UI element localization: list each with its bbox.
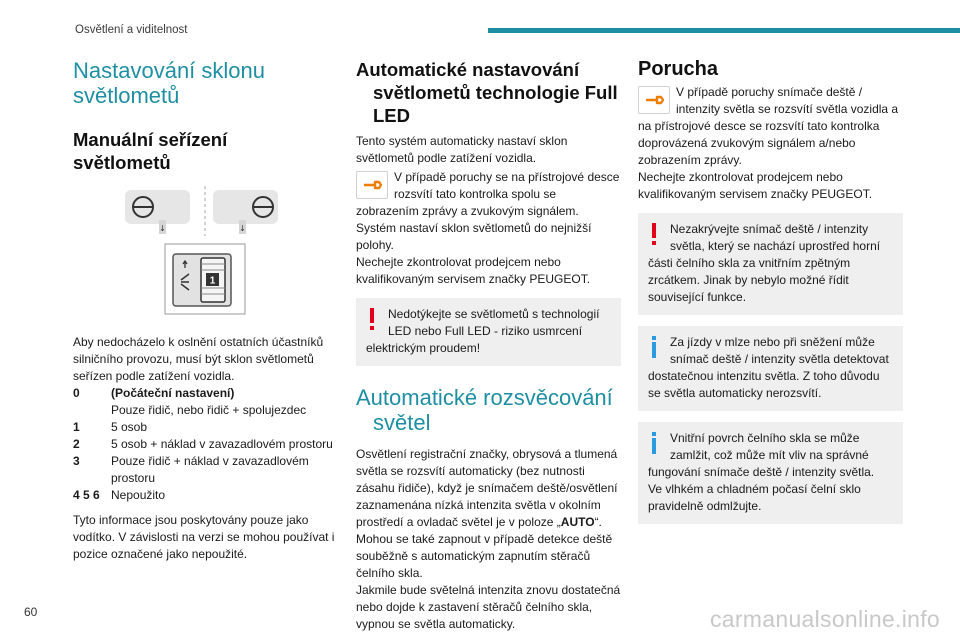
section-title-auto-adjust (356, 58, 621, 127)
auto-lights-off-text: Jakmile bude světelná intenzita znovu dostatečná nebo dojde k zastavení stěračů čelního skla, vypnou se světla automaticky. (356, 583, 621, 631)
wrench-icon (638, 86, 670, 114)
auto-lights-text: Osvětlení registrační značky, obrysová a tlumená světla se rozsvítí automaticky (bez nutnosti zásahu řidiče), když je snímačem deště/osvětlení zaznamenána nízká intenzita světla v okolním prostředí a ovladač světel je v poloze „ (356, 447, 618, 529)
position-key: 3 (73, 454, 80, 468)
position-row (73, 385, 335, 419)
position-list (73, 385, 335, 504)
position-value (111, 385, 335, 419)
warning-text: Nezakrývejte snímač deště / intenzity světla, který se nachází uprostřed horní části čelního skla za vnitřním zpětným zrcátkem. Jinak by nebylo možné řídit související funkce. (648, 222, 881, 304)
dealer-check-text: Nechejte zkontrolovat prodejcem nebo kvalifikovaným servisem značky PEUGEOT. (356, 255, 591, 286)
warning-icon (366, 306, 380, 332)
section-header: Osvětlení a viditelnost (75, 24, 188, 36)
column-middle (356, 58, 621, 633)
position-value-bold: (Počáteční nastavení) (111, 386, 235, 400)
column-right (638, 58, 903, 524)
lowest-position-text: Systém nastaví sklon světlometů do nejnižší polohy. (356, 221, 592, 252)
position-key: 1 (73, 420, 80, 434)
fault-lamp-text: V případě poruchy snímače deště / intenzity světla se rozsvítí světla vozidla a na přístrojové desce se rozsvítí tato kontrolka doprovázená zvukovým signálem a/nebo zobrazením zprávy. (638, 85, 899, 167)
position-value: 5 osob + náklad v zavazadlovém prostoru (111, 437, 333, 451)
position-key: 4 5 6 (73, 488, 100, 502)
position-row (73, 453, 335, 487)
position-row (73, 419, 335, 436)
info-text: Vnitřní povrch čelního skla se může zamlžit, což může mít vliv na správné fungování snímače deště / intenzity světla. (648, 431, 875, 479)
fault-lamp-block (638, 84, 903, 169)
title-line: Automatické nastavování (356, 59, 580, 80)
warning-icon (648, 221, 662, 247)
fog-info-note (638, 326, 903, 411)
subtitle-manual-adjust (73, 128, 335, 174)
title-line: světlometů technologie Full (373, 82, 618, 103)
fault-dealer-text: Nechejte zkontrolovat prodejcem nebo kvalifikovaným servisem značky PEUGEOT. (638, 170, 873, 201)
column-left (73, 58, 335, 563)
manual-adjust-intro: Aby nedocházelo k oslnění ostatních účastníků silničního provozu, musí být sklon světlometů seřízen podle zatížení vozidla. (73, 335, 324, 383)
footer-note: Tyto informace jsou poskytovány pouze jako vodítko. V závislosti na verzi se mohou používat i pozice označené jako nepoužité. (73, 513, 335, 561)
position-key: 0 (73, 386, 80, 400)
section-title-headlamp-tilt (73, 58, 335, 108)
auto-adjust-intro: Tento systém automaticky nastaví sklon světlometů podle zatížení vozidla. (356, 134, 568, 165)
section-title-auto-lights (356, 385, 621, 435)
load-illustration (73, 182, 335, 332)
info-text: Ve vlhkém a chladném počasí čelní sklo pravidelně odmlžujte. (648, 482, 861, 513)
info-text: Za jízdy v mlze nebo při sněžení může snímač deště / intenzity světla detektovat dostatečnou intenzitu světla. Z toho důvodu se světla automaticky nerozsvítí. (648, 335, 889, 400)
position-value-detail: Pouze řidič, nebo řidič + spolujezdec (111, 403, 307, 417)
position-row (73, 436, 335, 453)
wrench-icon (356, 171, 388, 199)
page-number: 60 (24, 605, 38, 619)
warning-lamp-block (356, 169, 621, 220)
sensor-cover-warning (638, 213, 903, 315)
svg-text:↓: ↓ (159, 224, 166, 233)
title-line: světlometů (73, 83, 180, 108)
illustration-area (73, 182, 335, 332)
info-icon (648, 334, 662, 360)
svg-text:1: 1 (209, 275, 216, 287)
windscreen-info-note (638, 422, 903, 524)
electrocution-warning (356, 298, 621, 366)
position-value: Nepoužito (111, 488, 166, 502)
title-line: Automatické rozsvěcování (356, 385, 613, 410)
warning-text: Nedotýkejte se světlometů s technologií LED nebo Full LED - riziko usmrcení elektrickým proudem! (366, 307, 600, 355)
position-value: Pouze řidič + náklad v zavazadlovém prostoru (111, 454, 309, 485)
watermark: carmanualsonline.info (709, 606, 940, 632)
title-line: světel (373, 410, 431, 435)
subtitle-line: Manuální seřízení (73, 129, 228, 150)
position-key: 2 (73, 437, 80, 451)
header-accent-bar (488, 28, 960, 33)
info-icon (648, 430, 662, 456)
svg-text:↓: ↓ (239, 224, 246, 233)
title-line: Nastavování sklonu (73, 58, 265, 83)
subtitle-line: světlometů (73, 152, 171, 173)
title-line: LED (373, 105, 410, 126)
auto-lights-paragraph (356, 446, 621, 582)
auto-lights-text-end: “. Mohou se také zapnout v případě detekce deště souběžně s automatickým zapnutím stěračů čelního skla. (356, 515, 613, 580)
warning-lamp-text: V případě poruchy se na přístrojové desce rozsvítí tato kontrolka spolu se zobrazením zprávy a zvukovým signálem. (356, 170, 620, 218)
auto-lights-mode: AUTO (560, 515, 595, 529)
position-row (73, 487, 335, 504)
section-title-fault: Porucha (638, 58, 719, 80)
position-value: 5 osob (111, 420, 148, 434)
